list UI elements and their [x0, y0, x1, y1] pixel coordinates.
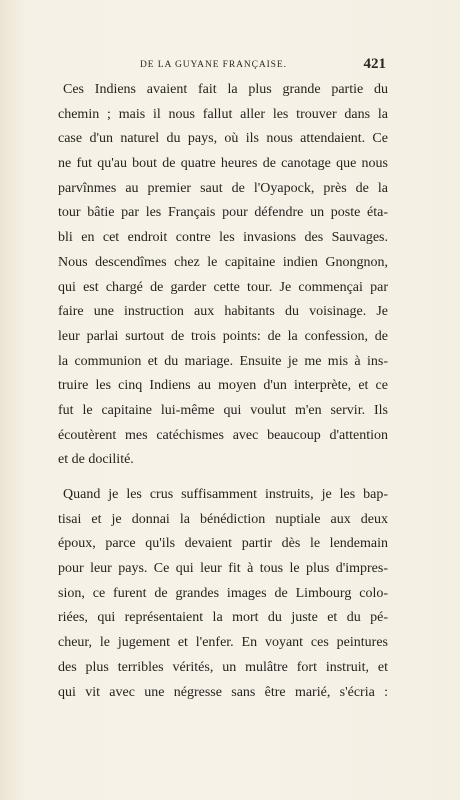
text-line: pour leur pays. Ce qui leur fit à tous le plus d'impres- — [58, 561, 388, 577]
text-line: qui vit avec une négresse sans être marié, s'écria : — [58, 684, 388, 700]
text-line: chemin ; mais il nous fallut aller les trouver dans la — [58, 106, 388, 122]
text-line: des plus terribles vérités, un mulâtre fort instruit, et — [58, 659, 388, 675]
page-number: 421 — [363, 56, 386, 72]
text-line: fut le capitaine lui-même qui voulut m'en servir. Ils — [58, 402, 388, 418]
text-line: riées, qui représentaient la mort du juste et du pé- — [58, 610, 388, 626]
text-line: truire les cinq Indiens au moyen d'un interprète, et ce — [58, 378, 388, 394]
text-line: faire une instruction aux habitants du voisinage. Je — [58, 304, 388, 320]
text-line: leur parlai surtout de trois points: de la confession, de — [58, 328, 388, 344]
text-line: tour bâtie par les Français pour défendre un poste éta- — [58, 205, 388, 221]
paragraph-1 — [58, 78, 388, 473]
text-line: époux, parce qu'ils devaient partir dès le lendemain — [58, 536, 388, 552]
text-line: la communion et du mariage. Ensuite je me mis à ins- — [58, 353, 388, 369]
text-line: Quand je les crus suffisamment instruits, je les bap- — [63, 487, 388, 502]
running-title: DE LA GUYANE FRANÇAISE. — [140, 60, 287, 70]
text-line: ne fut qu'au bout de quatre heures de canotage que nous — [58, 156, 388, 172]
paragraph-2 — [58, 483, 388, 705]
running-head — [58, 56, 386, 76]
text-line: écoutèrent mes catéchismes avec beaucoup d'attention — [58, 427, 388, 443]
text-line: Nous descendîmes chez le capitaine indien Gnongnon, — [58, 254, 388, 270]
text-line: Ces Indiens avaient fait la plus grande partie du — [63, 82, 388, 97]
body-text — [58, 78, 388, 705]
text-line: bli en cet endroit contre les invasions des Sauvages. — [58, 230, 388, 246]
text-line: case d'un naturel du pays, où ils nous attendaient. Ce — [58, 131, 388, 147]
text-line: cheur, le jugement et l'enfer. En voyant ces peintures — [58, 635, 388, 651]
paragraph-gap — [58, 473, 388, 483]
text-line: qui est chargé de garder cette tour. Je commençai par — [58, 279, 388, 295]
text-line: tisai et je donnai la bénédiction nuptiale aux deux — [58, 511, 388, 527]
text-line: sion, ce furent de grandes images de Limbourg colo- — [58, 585, 388, 601]
text-line: et de docilité. — [58, 452, 134, 468]
text-line: parvînmes au premier saut de l'Oyapock, près de la — [58, 180, 388, 196]
